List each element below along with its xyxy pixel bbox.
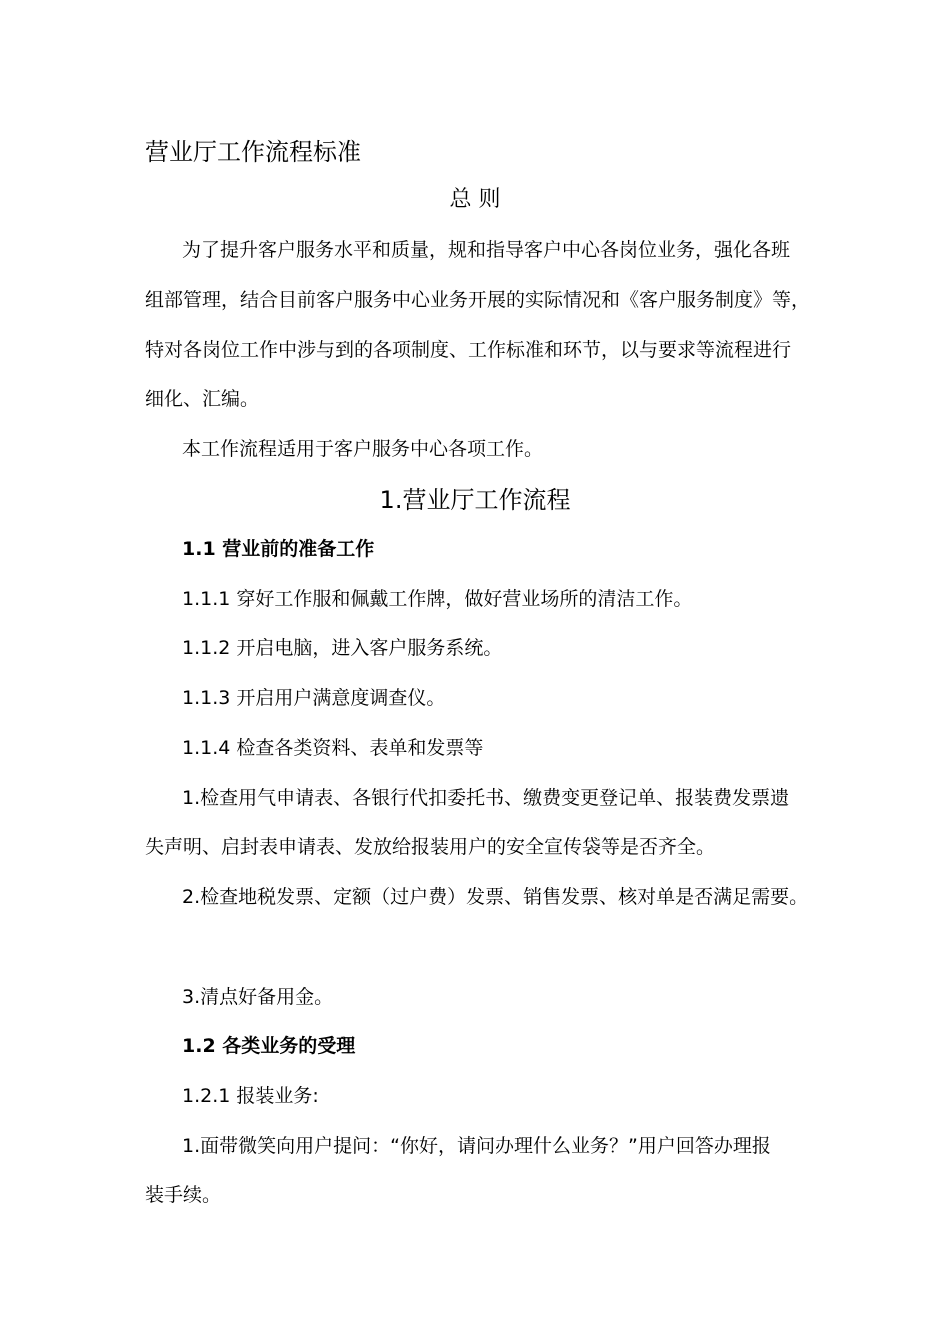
scope-paragraph: 本工作流程适用于客户服务中心各项工作。 <box>182 438 544 460</box>
check-1-line: 失声明、启封表申请表、发放给报装用户的安全宣传袋等是否齐全。 <box>145 836 716 858</box>
item-1-1-1: 1.1.1 穿好工作服和佩戴工作牌，做好营业场所的清洁工作。 <box>182 588 693 610</box>
item-1-1-4: 1.1.4 检查各类资料、表单和发票等 <box>182 737 484 759</box>
check-2: 2.检查地税发票、定额（过户费）发票、销售发票、核对单是否满足需要。 <box>182 886 809 908</box>
check-3: 3.清点好备用金。 <box>182 986 334 1008</box>
step-1-line: 1.面带微笑向用户提问：“你好，请问办理什么业务？”用户回答办理报 <box>182 1135 771 1157</box>
document-title: 营业厅工作流程标准 <box>145 138 361 166</box>
intro-paragraph-line: 组部管理，结合目前客户服务中心业务开展的实际情况和《客户服务制度》等， <box>145 289 811 311</box>
intro-paragraph-line: 细化、汇编。 <box>145 388 260 410</box>
section-1-2-heading: 1.2 各类业务的受理 <box>182 1035 356 1057</box>
general-heading: 总 则 <box>449 187 501 212</box>
item-1-1-2: 1.1.2 开启电脑，进入客户服务系统。 <box>182 637 503 659</box>
intro-paragraph-line: 为了提升客户服务水平和质量，规和指导客户中心各岗位业务，强化各班 <box>182 239 791 261</box>
section-1-heading: 1.营业厅工作流程 <box>379 486 571 514</box>
step-1-line: 装手续。 <box>145 1184 222 1206</box>
section-1-1-heading: 1.1 营业前的准备工作 <box>182 538 375 560</box>
check-1-line: 1.检查用气申请表、各银行代扣委托书、缴费变更登记单、报装费发票遗 <box>182 787 790 809</box>
item-1-2-1: 1.2.1 报装业务: <box>182 1085 319 1107</box>
intro-paragraph-line: 特对各岗位工作中涉与到的各项制度、工作标准和环节，以与要求等流程进行 <box>145 339 792 361</box>
item-1-1-3: 1.1.3 开启用户满意度调查仪。 <box>182 687 446 709</box>
